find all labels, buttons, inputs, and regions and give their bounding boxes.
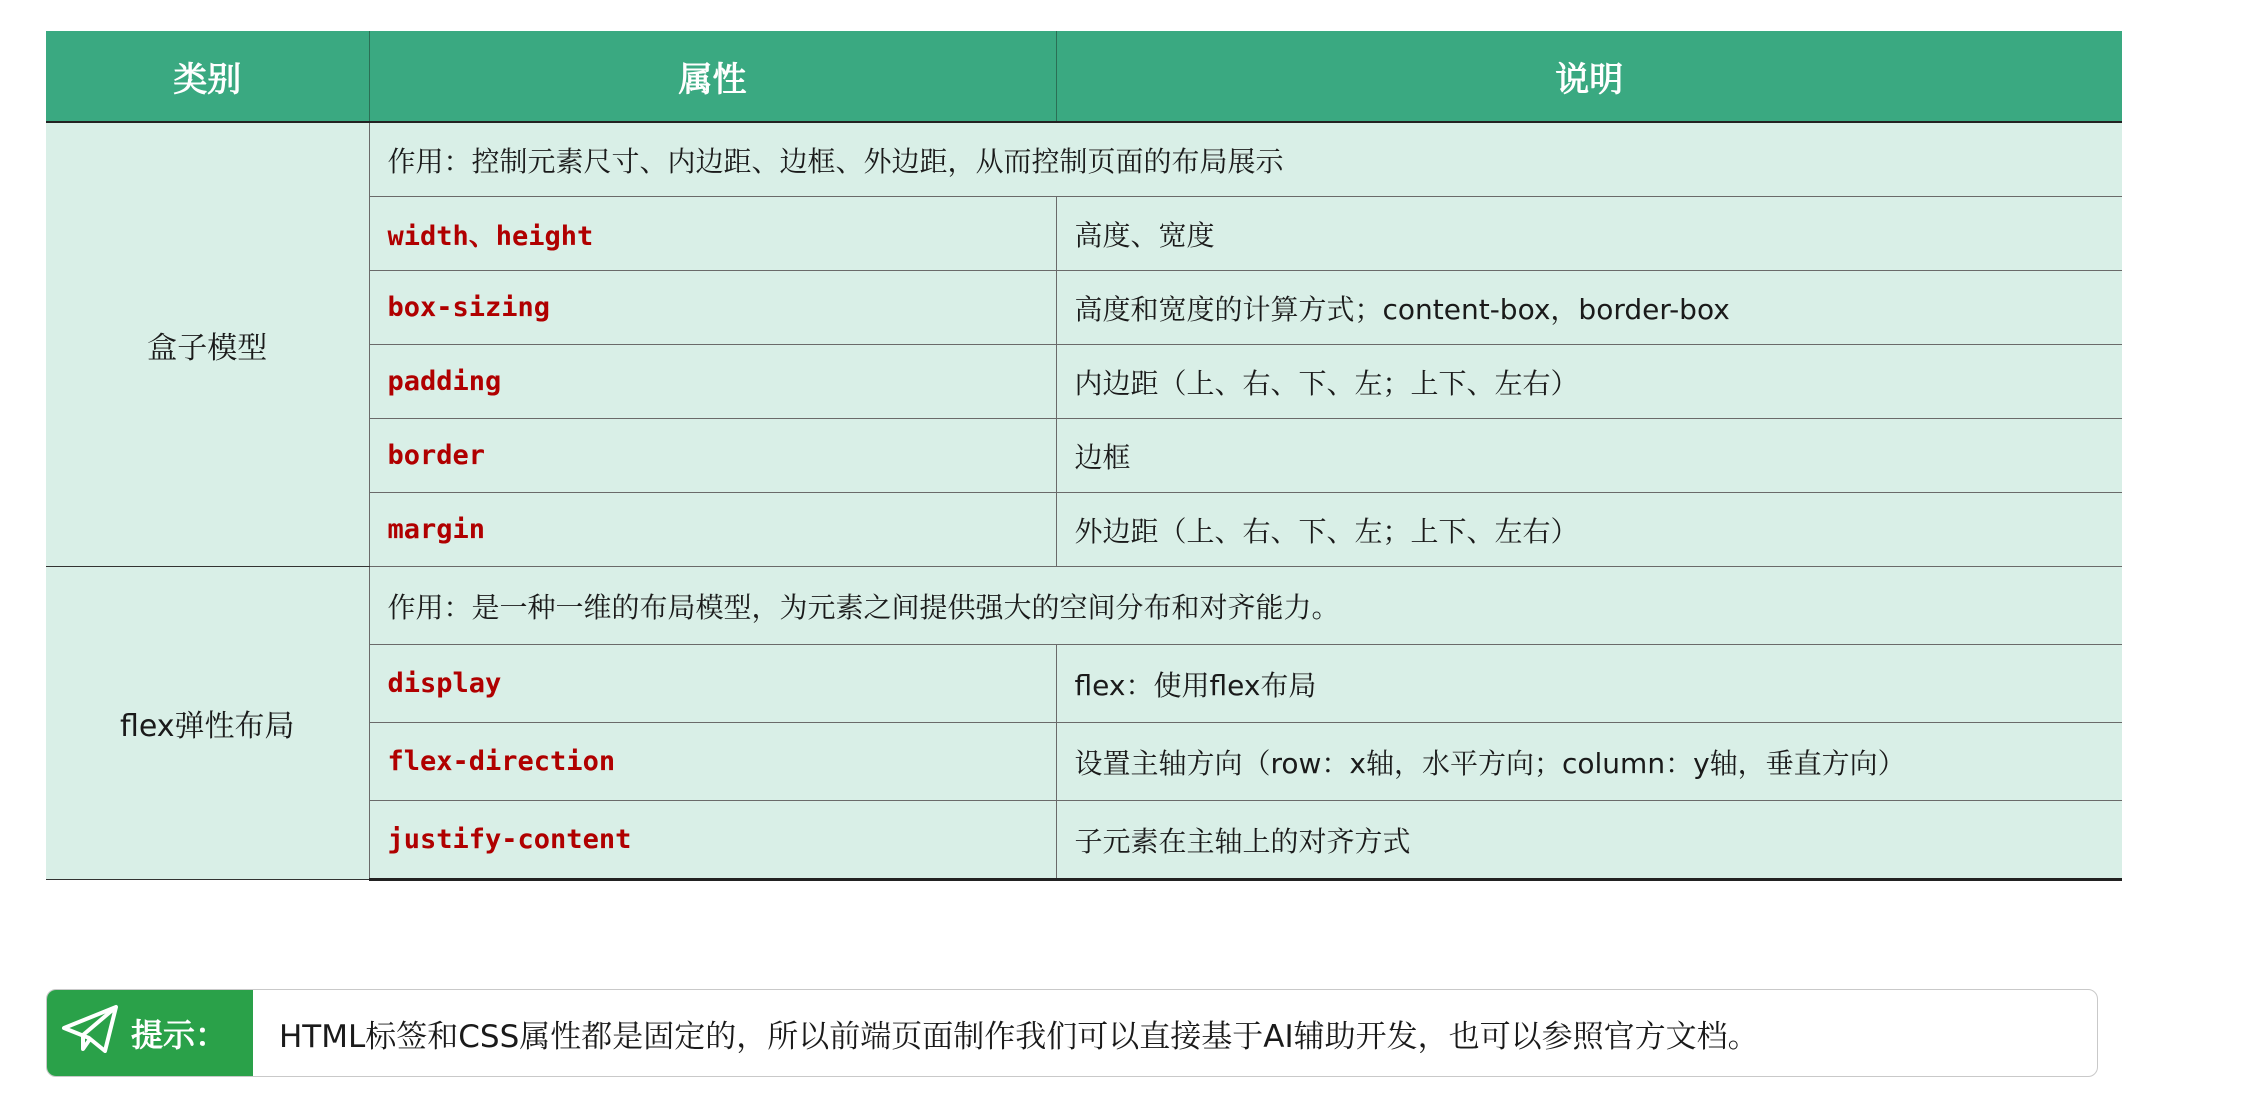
property-cell: width、height [369, 197, 1056, 271]
category-box-model: 盒子模型 [46, 122, 369, 567]
description-cell: 设置主轴方向（row：x轴，水平方向；column：y轴，垂直方向） [1056, 723, 2122, 801]
property-cell: flex-direction [369, 723, 1056, 801]
css-properties-table [46, 31, 2122, 881]
description-cell: flex：使用flex布局 [1056, 645, 2122, 723]
header-property: 属性 [369, 31, 1056, 122]
purpose-box-model: 作用：控制元素尺寸、内边距、边框、外边距，从而控制页面的布局展示 [369, 122, 2122, 197]
description-cell: 外边距（上、右、下、左；上下、左右） [1056, 493, 2122, 567]
paper-plane-icon [61, 1004, 119, 1062]
tip-label-box [47, 990, 253, 1076]
description-cell: 高度和宽度的计算方式；content-box，border-box [1056, 271, 2122, 345]
property-cell: padding [369, 345, 1056, 419]
table-row [46, 567, 2122, 645]
description-cell: 边框 [1056, 419, 2122, 493]
tip-text: HTML标签和CSS属性都是固定的，所以前端页面制作我们可以直接基于AI辅助开发，也可以参照官方文档。 [279, 1018, 1759, 1055]
tip-callout [46, 989, 2098, 1077]
property-cell: justify-content [369, 801, 1056, 880]
description-cell: 子元素在主轴上的对齐方式 [1056, 801, 2122, 880]
tip-label: 提示： [131, 1016, 228, 1054]
description-cell: 内边距（上、右、下、左；上下、左右） [1056, 345, 2122, 419]
table-header-row [46, 31, 2122, 122]
purpose-flex-layout: 作用：是一种一维的布局模型，为元素之间提供强大的空间分布和对齐能力。 [369, 567, 2122, 645]
property-cell: box-sizing [369, 271, 1056, 345]
table-row [46, 122, 2122, 197]
description-cell: 高度、宽度 [1056, 197, 2122, 271]
category-flex-layout: flex弹性布局 [46, 567, 369, 880]
header-description: 说明 [1056, 31, 2122, 122]
property-cell: margin [369, 493, 1056, 567]
header-category: 类别 [46, 31, 369, 122]
property-cell: border [369, 419, 1056, 493]
property-cell: display [369, 645, 1056, 723]
